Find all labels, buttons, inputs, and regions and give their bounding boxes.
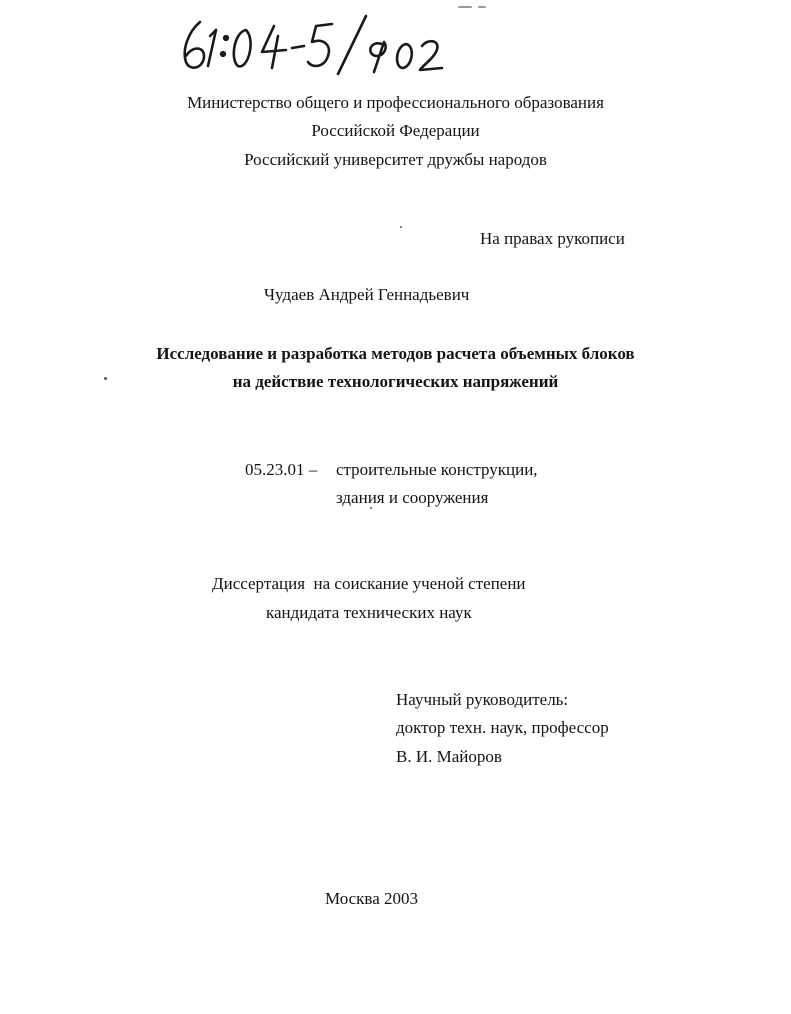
scan-speck (400, 226, 402, 228)
scan-speck (478, 6, 486, 8)
handwritten-archive-code (170, 10, 470, 80)
university-line: Российский университет дружбы народов (244, 150, 547, 169)
degree-line-2: кандидата технических наук (266, 603, 472, 622)
supervisor-label: Научный руководитель: (396, 690, 569, 709)
thesis-title-line-1: Исследование и разработка методов расчета объемных блоков (156, 344, 635, 363)
thesis-title-line-2: на действие технологических напряжений (232, 372, 559, 391)
place-and-year: Москва 2003 (325, 889, 419, 908)
supervisor-credentials: доктор техн. наук, профессор (396, 718, 609, 737)
ministry-line: Министерство общего и профессионального образования (187, 93, 604, 112)
author-name: Чудаев Андрей Геннадьевич (264, 285, 470, 304)
specialty-name-line-1: строительные конструкции, (336, 460, 538, 479)
supervisor-name: В. И. Майоров (396, 747, 502, 766)
specialty-name-line-2: здания и сооружения (336, 488, 489, 507)
specialty-code: 05.23.01 – (245, 460, 318, 479)
scan-speck (458, 6, 472, 8)
federation-line: Российской Федерации (311, 121, 480, 140)
degree-line-1: Диссертация на соискание ученой степени (212, 574, 526, 593)
manuscript-rights-note: На правах рукописи (480, 229, 625, 248)
